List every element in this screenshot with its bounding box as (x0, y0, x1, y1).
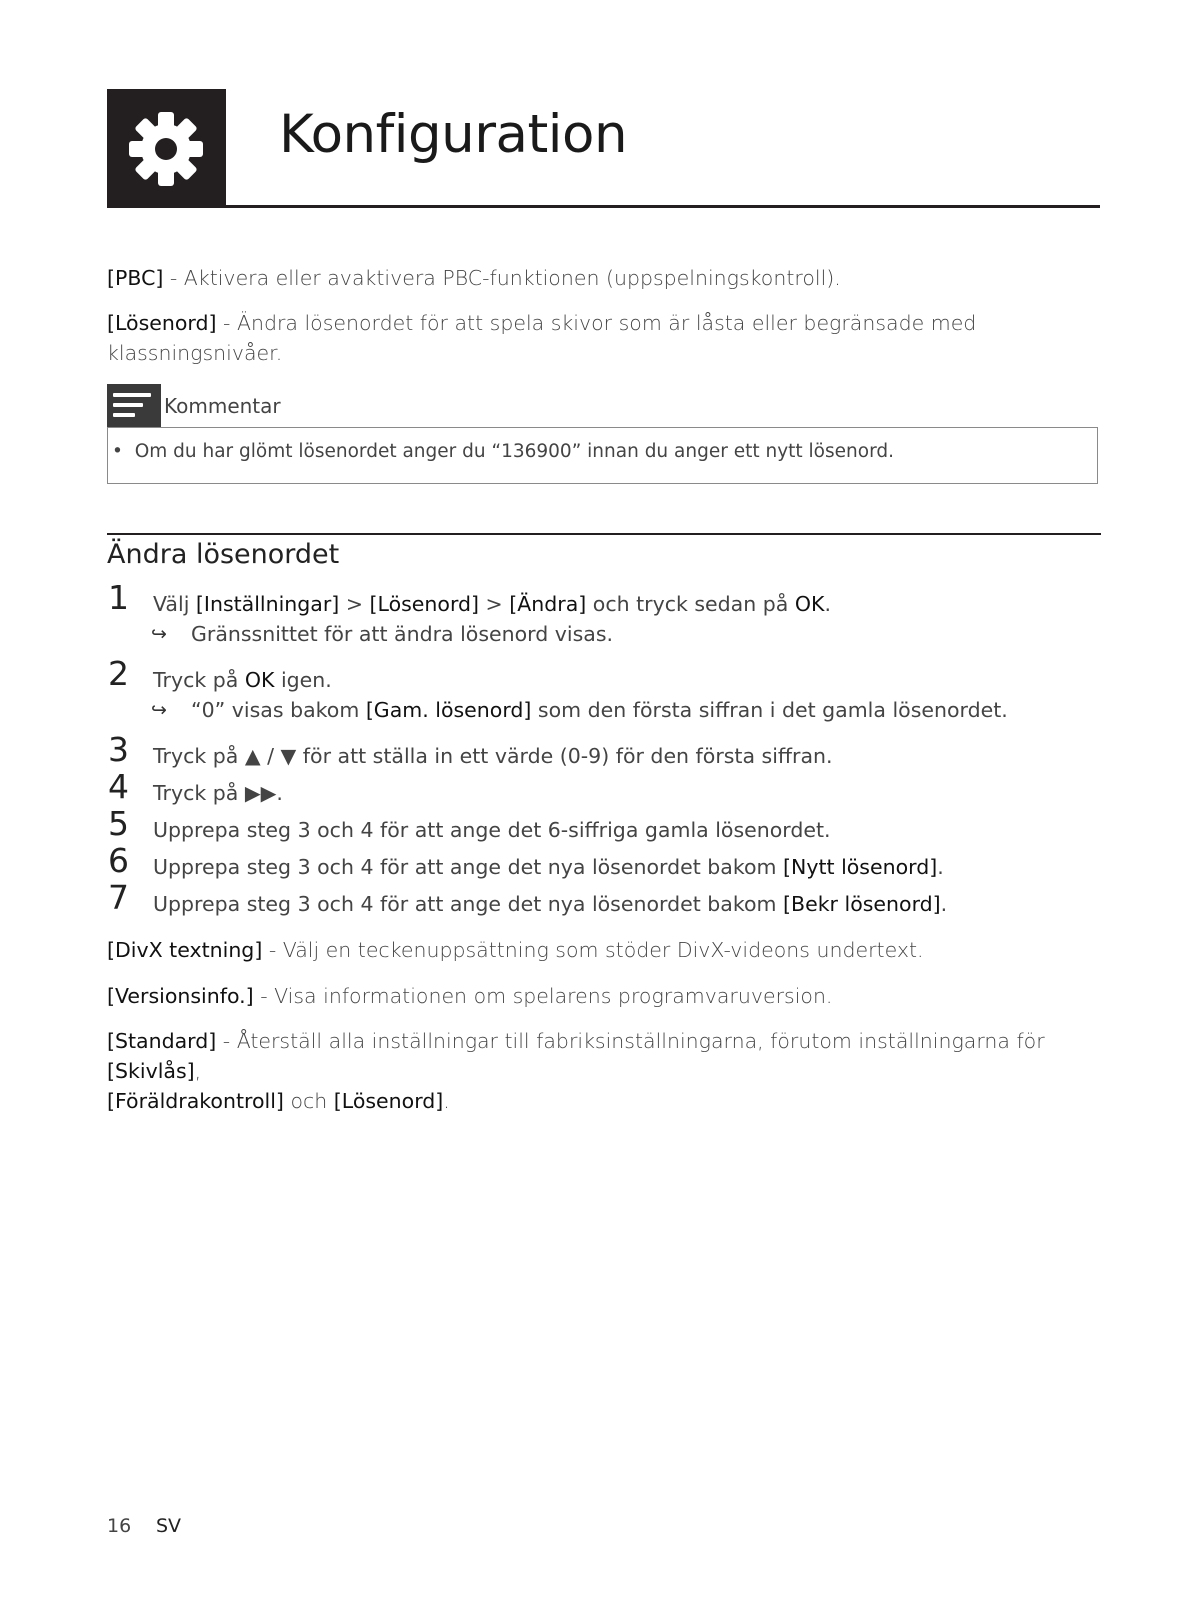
versionsinfo-text: - Visa informationen om spelarens programvaruversion. (253, 984, 833, 1008)
step-number: 3 (108, 730, 129, 769)
page-title: Konfiguration (279, 104, 628, 165)
section-title: Ändra lösenordet (107, 539, 340, 570)
step-7-pre: Upprepa steg 3 och 4 för att ange det nya lösenordet bakom (153, 892, 784, 916)
divx-key: [DivX textning] (107, 938, 263, 962)
note-icon (107, 384, 161, 428)
step-6-key: [Nytt lösenord] (783, 855, 938, 879)
standard-och: och (283, 1089, 334, 1113)
versionsinfo-paragraph (107, 981, 1107, 1011)
step-1-mid: och tryck sedan på (586, 592, 795, 616)
step-2-post: igen. (274, 668, 332, 692)
result-arrow-icon: ↪ (151, 623, 167, 645)
page-number: 16 (107, 1515, 132, 1537)
step-1-pre: Välj (153, 592, 196, 616)
losenord-key: [Lösenord] (107, 311, 217, 335)
step-6-pre: Upprepa steg 3 och 4 för att ange det nya lösenordet bakom (153, 855, 784, 879)
step-2-result-key: [Gam. lösenord] (365, 698, 532, 722)
step-text (153, 589, 831, 619)
step-1-sep-2: > (479, 592, 510, 616)
step-6-post: . (937, 855, 944, 879)
step-2-pre: Tryck på (153, 668, 245, 692)
gear-icon (127, 110, 205, 188)
step-number: 2 (108, 654, 129, 693)
pbc-key: [PBC] (107, 266, 164, 290)
divx-paragraph (107, 935, 1107, 965)
step-1-key-andra: [Ändra] (509, 592, 587, 616)
step-2-result (191, 695, 1008, 725)
step-1-post: . (824, 592, 831, 616)
standard-key-skivlas: [Skivlås] (107, 1059, 195, 1083)
step-text: Tryck på ▶▶. (153, 781, 283, 805)
step-text: Tryck på ▲ / ▼ för att ställa in ett värde (0-9) för den första siffran. (153, 744, 833, 768)
note-text: Om du har glömt lösenordet anger du “136900” innan du anger ett nytt lösenord. (134, 441, 894, 462)
step-1-result: Gränssnittet för att ändra lösenord visas. (191, 622, 614, 646)
losenord-text: - Ändra lösenordet för att spela skivor som är låsta eller begränsade med (216, 311, 977, 335)
step-1-key-installningar: [Inställningar] (195, 592, 340, 616)
note-item (112, 441, 894, 462)
step-1-sep-1: > (339, 592, 370, 616)
step-text (153, 889, 947, 919)
losenord-paragraph (107, 308, 1107, 368)
step-number: 4 (108, 767, 129, 806)
divx-text: - Välj en teckenuppsättning som stöder DivX-videons undertext. (262, 938, 924, 962)
step-2-result-pre: “0” visas bakom (191, 698, 366, 722)
title-divider (226, 205, 1100, 208)
step-7-post: . (940, 892, 948, 916)
standard-comma: , (194, 1059, 202, 1083)
standard-text: - Återställ alla inställningar till fabriksinställningarna, förutom inställningarna för (216, 1029, 1045, 1053)
step-1-key-ok: OK (794, 592, 825, 616)
language-code: SV (156, 1515, 182, 1537)
step-2-key-ok: OK (244, 668, 275, 692)
step-2-result-post: som den första siffran i det gamla lösenordet. (531, 698, 1008, 722)
standard-key: [Standard] (107, 1029, 217, 1053)
standard-end: . (443, 1089, 450, 1113)
step-number: 5 (108, 804, 129, 843)
section-divider (107, 533, 1101, 535)
standard-paragraph (107, 1026, 1117, 1116)
pbc-text: - Aktivera eller avaktivera PBC-funktionen (uppspelningskontroll). (163, 266, 841, 290)
pbc-paragraph (107, 263, 1107, 293)
result-arrow-icon: ↪ (151, 699, 167, 721)
step-text (153, 852, 944, 882)
step-number: 6 (108, 841, 129, 880)
versionsinfo-key: [Versionsinfo.] (107, 984, 254, 1008)
note-bullet: • (112, 441, 123, 462)
step-number: 7 (108, 878, 129, 917)
step-1-key-losenord: [Lösenord] (369, 592, 480, 616)
step-text: Upprepa steg 3 och 4 för att ange det 6-siffriga gamla lösenordet. (153, 818, 831, 842)
step-number: 1 (108, 578, 129, 617)
standard-key-foraldrakontroll: [Föräldrakontroll] (107, 1089, 284, 1113)
note-label: Kommentar (164, 394, 281, 418)
step-text (153, 665, 332, 695)
header-icon-box (107, 89, 226, 208)
standard-key-losenord: [Lösenord] (333, 1089, 444, 1113)
losenord-text-2: klassningsnivåer. (107, 341, 283, 365)
step-7-key: [Bekr lösenord] (783, 892, 941, 916)
